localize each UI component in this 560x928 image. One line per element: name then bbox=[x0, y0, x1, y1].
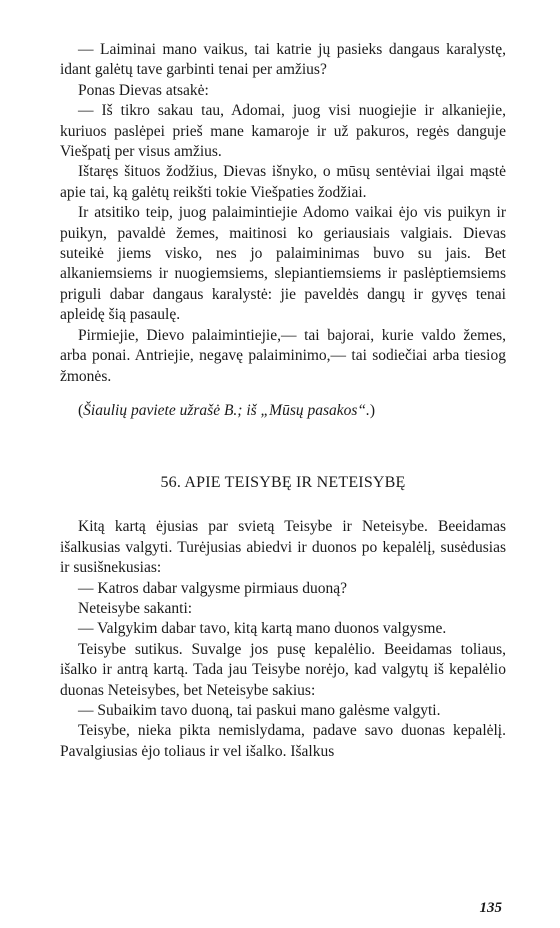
page-number: 135 bbox=[479, 900, 502, 916]
paragraph: — Valgykim dabar tavo, kitą kartą mano duonos valgysme. bbox=[78, 620, 447, 638]
paragraph: Neteisybe sakanti: bbox=[78, 599, 193, 617]
paragraph: Kitą kartą ėjusias par svietą Teisybe ir Neteisybe. Beeidamas išalkusias valgyti. Turėjusias abiedvi ir duonos po kepalėlį, susėdusias ir susišnekusias: bbox=[60, 518, 506, 577]
book-page bbox=[60, 40, 506, 920]
paragraph: Ištaręs šituos žodžius, Dievas išnyko, o mūsų sentėviai ilgai mąstė apie tai, ką galėtų reikšti tokie Viešpaties žodžiai. bbox=[60, 163, 506, 201]
paragraph: Ir atsitiko teip, juog palaimintiejie Adomo vaikai ėjo vis puikyn ir puikyn, pavaldė žemes, maitinosi ko geriausiais valgiais. Dievas suteikė jiems visko, nes jo palaiminimas buvo su jais. Bet alkaniemsiems ir nuogiemsiems, slepiantiemsiems ir paslėptiemsiems priguli dabar dangaus karalystė: jie paveldės dangų ir gyvęs tenai apleidę šią pasaulę. bbox=[60, 204, 506, 324]
paragraph: Teisybe, nieka pikta nemislydama, padave savo duonas kepalėlį. Pavalgiusias ėjo toliaus ir vel išalko. Išalkus bbox=[60, 722, 506, 760]
paragraph: Ponas Dievas atsakė: bbox=[78, 81, 209, 99]
section-title: 56. APIE TEISYBĘ IR NETEISYBĘ bbox=[160, 474, 406, 492]
source-note-text: Šiaulių paviete užrašė B.; iš „Mūsų pasakos“. bbox=[83, 401, 370, 419]
source-note-close: ) bbox=[369, 401, 376, 419]
paragraph: — Iš tikro sakau tau, Adomai, juog visi nuogiejie ir alkaniejie, kuriuos paslėpei prieš mane kamaroje ir už pakuros, regės danguje Viešpatį per visus amžius. bbox=[60, 102, 506, 161]
paragraph: — Katros dabar valgysme pirmiaus duoną? bbox=[78, 579, 348, 597]
paragraph: Teisybe sutikus. Suvalge jos pusę kepalėlio. Beeidamas toliaus, išalko ir antrą kartą. Tada jau Teisybe norėjo, kad valgytų iš kepalėlio duonas Neteisybes, bet Neteisybe sakius: bbox=[60, 640, 506, 699]
source-note-open: ( bbox=[78, 401, 84, 419]
paragraph: — Subaikim tavo duoną, tai paskui mano galėsme valgyti. bbox=[78, 701, 441, 719]
paragraph: — Laiminai mano vaikus, tai katrie jų pasieks dangaus karalystę, idant galėtų tave garbinti tenai per amžius? bbox=[60, 41, 506, 79]
source-note bbox=[60, 401, 506, 421]
paragraph: Pirmiejie, Dievo palaimintiejie,— tai bajorai, kurie valdo žemes, arba ponai. Antriejie, negavę palaiminimo,— tai sodiečiai arba tiesiog žmonės. bbox=[60, 326, 506, 385]
